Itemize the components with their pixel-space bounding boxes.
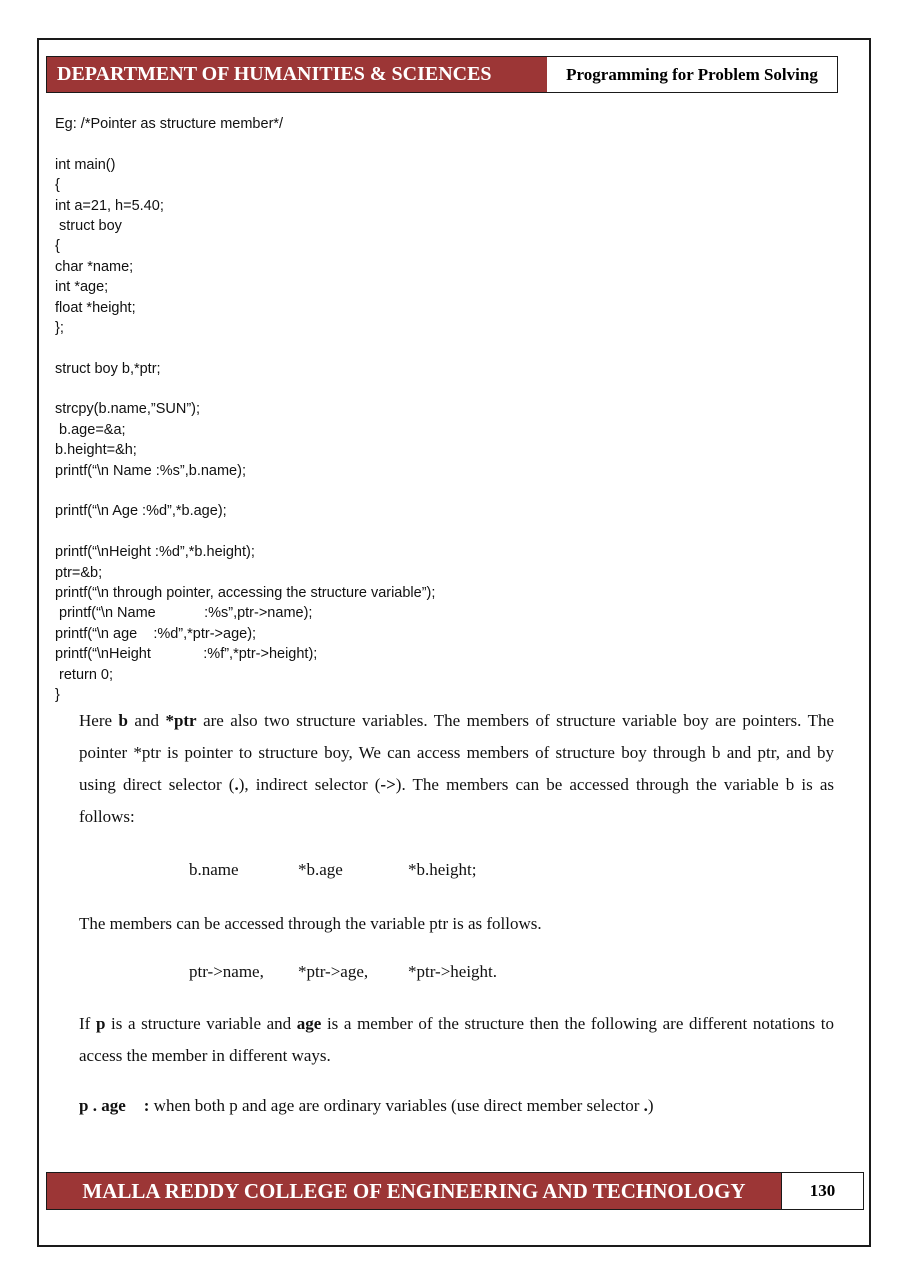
college-name: MALLA REDDY COLLEGE OF ENGINEERING AND TECHNOLOGY [47, 1173, 781, 1209]
bold-term: : [143, 1096, 150, 1115]
bold-term: age [296, 1014, 322, 1033]
page-number: 130 [781, 1173, 863, 1209]
bold-term: . [234, 775, 239, 794]
bold-term: *ptr [165, 711, 197, 730]
code-line: printf(“\n through pointer, accessing the structure variable”); [55, 584, 436, 601]
text-span: is a member of the structure then the following are different notations to access the member in different ways. [79, 1014, 835, 1065]
code-line: printf(“\n Name :%s”,b.name); [55, 462, 246, 479]
code-line: char *name; [55, 258, 134, 275]
text-span: If [79, 1014, 96, 1033]
code-line: printf(“\nHeight :%d”,*b.height); [55, 544, 255, 561]
code-line: }; [55, 319, 64, 336]
code-line: Eg: /*Pointer as structure member*/ [55, 116, 284, 132]
code-line: int a=21, h=5.40; [55, 197, 164, 214]
notation-paragraph [79, 1008, 834, 1072]
text-span: ) [647, 1096, 654, 1115]
code-line: b.height=&h; [55, 442, 137, 459]
text-span: ). The members can be accessed through the variable b is as follows: [79, 775, 834, 826]
text-span: and [127, 711, 166, 730]
ptr-intro-paragraph: The members can be accessed through the variable ptr is as follows. [79, 914, 542, 933]
bold-term: p [95, 1014, 106, 1033]
code-line: struct boy [55, 217, 122, 234]
code-line: strcpy(b.name,”SUN”); [55, 401, 201, 418]
subject-title: Programming for Problem Solving [547, 57, 837, 92]
code-line [55, 134, 435, 154]
member-item: ptr->name, [189, 962, 264, 981]
text-span: ), indirect selector ( [238, 775, 381, 794]
code-line: printf(“\n Name :%s”,ptr->name); [55, 605, 313, 622]
bold-term: . [643, 1096, 648, 1115]
code-line: printf(“\n age :%d”,*ptr->age); [55, 625, 257, 642]
member-item: *b.height; [408, 860, 477, 879]
code-line: ptr=&b; [55, 564, 103, 581]
code-line: return 0; [55, 666, 114, 683]
bold-term: p . age [79, 1096, 126, 1115]
code-line [55, 522, 435, 542]
code-line: b.age=&a; [55, 421, 126, 438]
member-item: *ptr->age, [298, 962, 369, 981]
notation-item [79, 1096, 834, 1116]
text-span: is a structure variable and [105, 1014, 297, 1033]
text-span: Here [79, 711, 119, 730]
code-line [55, 481, 435, 501]
code-line: struct boy b,*ptr; [55, 360, 161, 377]
member-item: *ptr->height. [408, 962, 498, 981]
code-line: { [55, 238, 60, 255]
bold-term: -> [380, 775, 396, 794]
member-item: b.name [189, 860, 239, 879]
department-title: DEPARTMENT OF HUMANITIES & SCIENCES [47, 57, 547, 92]
code-line: printf(“\n Age :%d”,*b.age); [55, 503, 227, 520]
code-example [55, 114, 435, 705]
code-line: float *height; [55, 299, 136, 316]
code-line: printf(“\nHeight :%f”,*ptr->height); [55, 646, 318, 663]
page-footer [46, 1172, 864, 1210]
code-line: int main() [55, 156, 116, 173]
explanation-paragraph [79, 705, 834, 833]
code-line [55, 338, 435, 358]
text-span: when both p and age are ordinary variables (use direct member selector [149, 1096, 644, 1115]
code-line: { [55, 177, 60, 194]
member-item: *b.age [298, 860, 343, 879]
text-span: are also two structure variables. The members of structure variable boy are pointers. The pointer *ptr is pointer to structure boy, We can access members of structure boy through b and ptr, and by using direct selector ( [79, 711, 834, 794]
code-line: int *age; [55, 279, 109, 296]
bold-term: b [118, 711, 128, 730]
code-line [55, 379, 435, 399]
page-header [46, 56, 838, 93]
code-line: } [55, 686, 60, 703]
